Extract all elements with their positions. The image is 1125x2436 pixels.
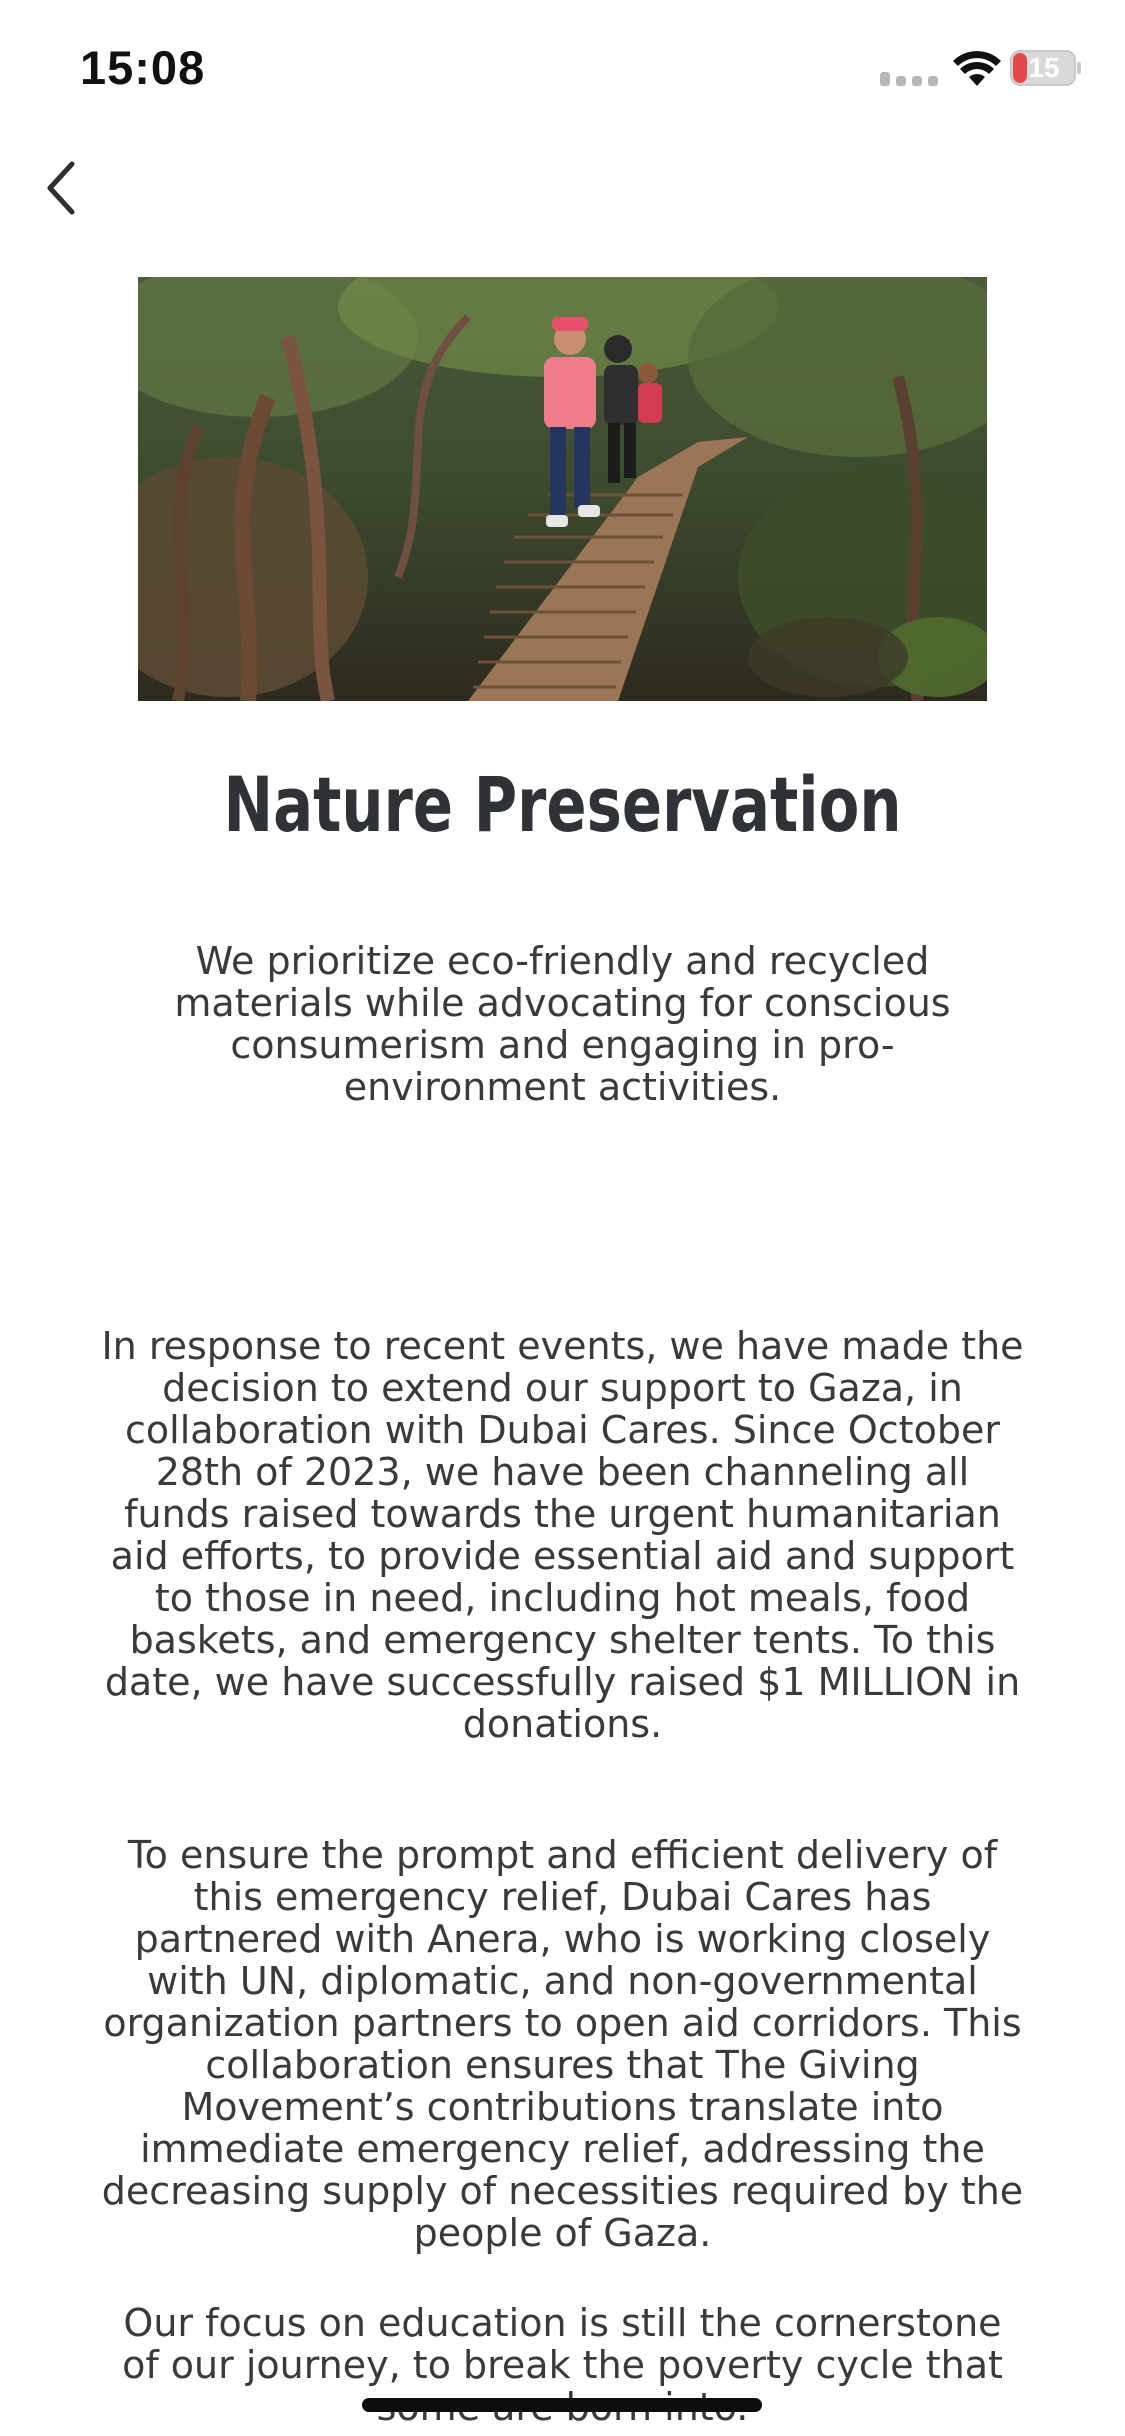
chevron-left-icon — [38, 150, 94, 226]
body-paragraph-3: Our focus on education is still the cornerstone of our journey, to break the poverty cycle that — [122, 2301, 1003, 2387]
battery-icon — [1010, 50, 1082, 86]
body-paragraph-1: In response to recent events, we have made the decision to extend our support to Gaza, in collaboration with Dubai Cares. Since October 28th of 2023, we have been channeling all funds raised towards the urgent humanitarian aid efforts, to provide essential aid and support to those in need, including hot meals, food baskets, and emergency shelter tents. To this date, we have successfully raised $1 MILLION in donations. — [101, 1324, 1024, 1746]
hero-image — [138, 277, 987, 701]
status-time: 15:08 — [80, 41, 206, 94]
battery-level: 15 — [1028, 52, 1060, 83]
intro-text: We prioritize eco-friendly and recycled materials while advocating for conscious consumerism and engaging in pro-environment activities. — [174, 939, 951, 1109]
page-title: Nature Preservation — [223, 760, 902, 849]
cellular-signal-icon — [880, 70, 938, 86]
wifi-icon — [952, 50, 1002, 88]
home-indicator[interactable] — [362, 2398, 762, 2412]
status-bar — [0, 0, 1125, 140]
back-button[interactable] — [38, 150, 94, 226]
body-paragraph-2: To ensure the prompt and efficient delivery of this emergency relief, Dubai Cares has partnered with Anera, who is working closely with UN, diplomatic, and non-governmental organization partners to open aid corridors. This collaboration ensures that The Giving Movement’s contributions translate into immediate emergency relief, addressing the decreasing supply of necessities required by the people of Gaza. — [101, 1833, 1024, 2255]
